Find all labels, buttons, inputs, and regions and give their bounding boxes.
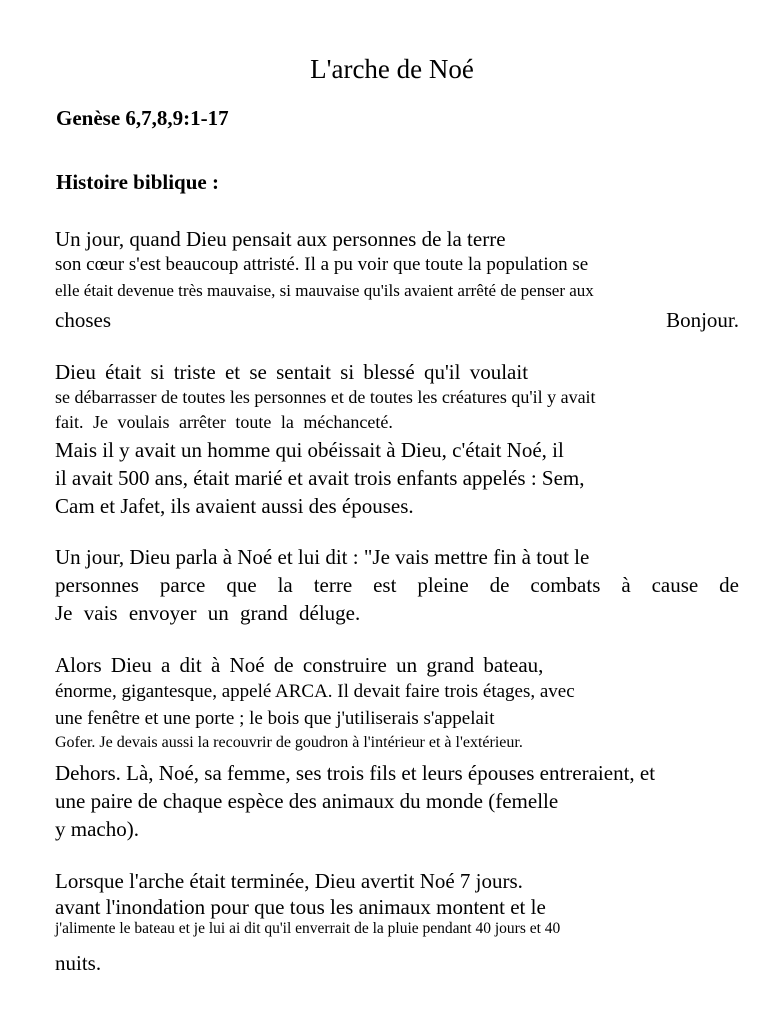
- paragraph-line: j'alimente le bateau et je lui ai dit qu'il enverrait de la pluie pendant 40 jours et 40: [55, 920, 561, 937]
- paragraph-line: Dieu était si triste et se sentait si blessé qu'il voulait: [55, 360, 529, 384]
- paragraph-line: Alors Dieu a dit à Noé de construire un grand bateau,: [55, 653, 544, 677]
- paragraph-line: y macho).: [55, 817, 139, 841]
- paragraph-line: Je vais envoyer un grand déluge.: [55, 601, 361, 625]
- paragraph-line: énorme, gigantesque, appelé ARCA. Il devait faire trois étages, avec: [55, 681, 575, 702]
- scripture-reference: Genèse 6,7,8,9:1-17: [56, 106, 229, 130]
- paragraph-line: Mais il y avait un homme qui obéissait à Dieu, c'était Noé, il: [55, 438, 564, 462]
- paragraph-line: Dehors. Là, Noé, sa femme, ses trois fils et leurs épouses entreraient, et: [55, 761, 656, 785]
- paragraph-line: son cœur s'est beaucoup attristé. Il a pu voir que toute la population se: [55, 254, 589, 275]
- paragraph-line: Cam et Jafet, ils avaient aussi des épouses.: [55, 494, 414, 518]
- paragraph-line: nuits.: [55, 951, 102, 975]
- paragraph-line: avant l'inondation pour que tous les animaux montent et le: [55, 895, 546, 919]
- paragraph-line: Gofer. Je devais aussi la recouvrir de goudron à l'intérieur et à l'extérieur.: [55, 734, 523, 751]
- paragraph-line: une fenêtre et une porte ; le bois que j'utiliserais s'appelait: [55, 708, 495, 729]
- paragraph-line: se débarrasser de toutes les personnes et de toutes les créatures qu'il y avait: [55, 387, 596, 407]
- paragraph-line-start: choses: [55, 308, 111, 332]
- paragraph-line: Un jour, Dieu parla à Noé et lui dit : "Je vais mettre fin à tout le: [55, 545, 590, 569]
- paragraph-line: [55, 308, 739, 332]
- paragraph-line: fait. Je voulais arrêter toute la méchanceté.: [55, 412, 393, 432]
- paragraph-line: Lorsque l'arche était terminée, Dieu avertit Noé 7 jours.: [55, 869, 523, 893]
- paragraph-line: elle était devenue très mauvaise, si mauvaise qu'ils avaient arrêté de penser aux: [55, 281, 594, 300]
- paragraph-line-end: Bonjour.: [666, 308, 739, 332]
- paragraph-line: Un jour, quand Dieu pensait aux personnes de la terre: [55, 227, 506, 251]
- paragraph-line: une paire de chaque espèce des animaux du monde (femelle: [55, 789, 559, 813]
- section-heading: Histoire biblique :: [56, 170, 219, 194]
- document-title: L'arche de Noé: [310, 54, 474, 84]
- paragraph-line: il avait 500 ans, était marié et avait trois enfants appelés : Sem,: [55, 466, 585, 490]
- paragraph-line: personnes parce que la terre est pleine de combats à cause de: [55, 573, 739, 597]
